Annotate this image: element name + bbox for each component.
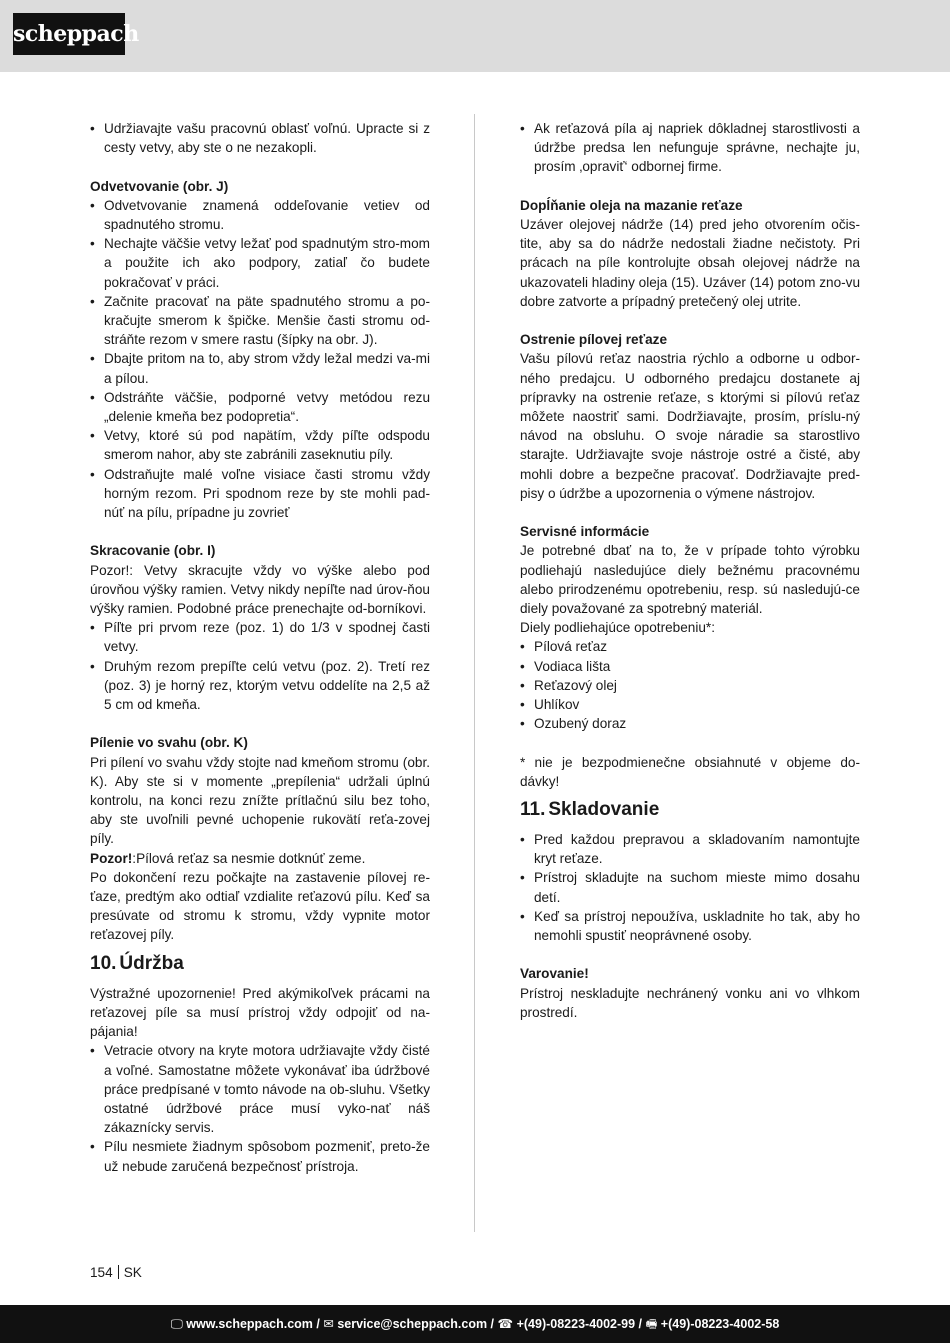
section-heading-olej: Dopĺňanie oleja na mazanie reťaze [520, 197, 743, 213]
section-heading-ostrenie: Ostrenie pílovej reťaze [520, 332, 668, 348]
list-item: • Odstráňte väčšie, podporné vetvy metódou rezu „delenie kmeňa bez podopretia“. [90, 388, 430, 426]
page-language: SK [123, 1265, 142, 1280]
chapter-number: 10. [90, 952, 117, 974]
footer-fax: +(49)-08223-4002-58 [660, 1317, 780, 1331]
section-heading-skracovanie: Skracovanie (obr. I) [90, 543, 216, 559]
footnote: * nie je bezpodmienečne obsiahnuté v objeme do-dávky! [520, 754, 860, 789]
page-number-value: 154 [90, 1265, 113, 1280]
list-item: • Udržiavajte vašu pracovnú oblasť voľnú. Upracte si z cesty vetvy, aby ste o ne nezakopli. [90, 119, 430, 157]
intro-list [520, 119, 860, 177]
wear-parts-list [520, 637, 860, 733]
skladovanie-list [520, 830, 860, 945]
section-heading-servis: Servisné informácie [520, 524, 650, 540]
list-item: • Začnite pracovať na päte spadnutého stromu a po-kračujte smerom k špičke. Menšie časti stromu od-stráňte rezom v smere rastu (šípky na obr. J). [90, 292, 430, 350]
list-item: • Reťazový olej [520, 676, 860, 695]
fax-icon: 🖷 [645, 1317, 658, 1331]
column-divider [474, 114, 475, 1232]
paragraph: Diely podliehajúce opotrebeniu*: [520, 620, 715, 636]
paragraph: Prístroj neskladujte nechránený vonku ani vo vlhkom prostredí. [520, 985, 860, 1020]
list-item: • Odvetvovanie znamená oddeľovanie vetiev od spadnutého stromu. [90, 196, 430, 234]
page-number [90, 1265, 142, 1280]
list-item: • Vetracie otvory na kryte motora udržiavajte vždy čisté a voľné. Samostatne môžete vykonávať iba údržbové práce predpísané v tomto návode na ob-sluhu. Všetky ostatné údržbové práce musí vyko-nať náš zákaznícky servis. [90, 1041, 430, 1137]
list-item: • Vodiaca lišta [520, 657, 860, 676]
footer-bar [0, 1305, 950, 1343]
chapter-heading-udrzba [90, 953, 430, 975]
chapter-title: Údržba [119, 952, 184, 974]
warning-paragraph [90, 849, 430, 868]
list-item: • Pílová reťaz [520, 637, 860, 656]
chapter-number: 11. [520, 799, 546, 821]
list-item: • Prístroj skladujte na suchom mieste mimo dosahu detí. [520, 868, 860, 906]
chapter-heading-skladovanie [520, 799, 860, 821]
intro-list [90, 119, 430, 157]
scheppach-logo: scheppach [13, 13, 125, 55]
list-item: • Vetvy, ktoré sú pod napätím, vždy píľte odspodu smerom nahor, aby ste zabránili zaseknutiu píly. [90, 426, 430, 464]
left-column [90, 119, 430, 1176]
skracovanie-list [90, 618, 430, 714]
warning-text: :Pílová reťaz sa nesmie dotknúť zeme. [132, 850, 366, 866]
right-column [520, 119, 860, 1022]
list-item: • Odstraňujte malé voľne visiace časti stromu vždy horným rezom. Pri spodnom reze by ste mohli pad-núť na pílu, prípadne ju zovrieť [90, 465, 430, 523]
list-item: • Ozubený doraz [520, 714, 860, 733]
paragraph: Je potrebné dbať na to, že v prípade tohto výrobku podliehajú nasledujúce diely bežnému pracovnému alebo prirodzenému opotrebeniu, resp. sú nasledujú-ce diely považované za spotrebný materiál. [520, 543, 860, 617]
list-item: • Dbajte pritom na to, aby strom vždy ležal medzi va-mi a pílou. [90, 349, 430, 387]
paragraph: Po dokončení rezu počkajte na zastavenie pílovej re-ťaze, predtým ako odtiaľ vzdialite reťazovú pílu. Keď sa presúvate od stromu k stromu, vždy vypnite motor reťazovej píly. [90, 869, 430, 943]
mail-icon: ✉ [323, 1317, 334, 1331]
footer-website[interactable]: www.scheppach.com / [186, 1317, 320, 1331]
section-heading-varovanie: Varovanie! [520, 966, 589, 982]
footer-phone: +(49)-08223-4002-99 / [516, 1317, 643, 1331]
list-item: • Píľte pri prvom reze (poz. 1) do 1/3 v spodnej časti vetvy. [90, 618, 430, 656]
udrzba-list [90, 1041, 430, 1175]
computer-icon: 🖵 [170, 1317, 183, 1331]
page-separator [118, 1265, 119, 1279]
paragraph: Výstražné upozornenie! Pred akýmikoľvek prácami na reťazovej píle sa musí prístroj vždy odpojiť od na-pájania! [90, 985, 430, 1040]
warning-label: Pozor! [90, 850, 133, 866]
paragraph: Pozor!: Vetvy skracujte vždy vo výške alebo pod úrovňou výšky ramien. Vetvy nikdy nepíľte nad úrov-ňou výšky ramien. Podobné práce prenechajte od-borníkovi. [90, 562, 430, 617]
odvetvovanie-list [90, 196, 430, 522]
phone-icon: ☎ [497, 1317, 514, 1331]
list-item: • Keď sa prístroj nepoužíva, uskladnite ho tak, aby ho nemohli spustiť neoprávnené osoby. [520, 907, 860, 945]
list-item: • Pred každou prepravou a skladovaním namontujte kryt reťaze. [520, 830, 860, 868]
list-item: • Uhlíkov [520, 695, 860, 714]
paragraph: Vašu pílovú reťaz naostria rýchlo a odborne u odbor-ného predajcu. U odborného predajcu dostanete aj prípravky na ostrenie reťaze, s ktorými si pílovú reťaz môžete naostriť sami. Dodržiavajte, prosím, príslu-ný návod na obsluhu. O svoje náradie sa starostlivo starajte. Udržiavajte svoje nástroje ostré a čisté, aby mohli dobre a bezpečne pracovať. Dodržiavajte pred-pisy o údržbe a upozornenia o výmene nástrojov. [520, 351, 860, 501]
list-item: • Pílu nesmiete žiadnym spôsobom pozmeniť, preto-že už nebude zaručená bezpečnosť prístroja. [90, 1137, 430, 1175]
section-heading-svah: Pílenie vo svahu (obr. K) [90, 735, 248, 751]
footer-email[interactable]: service@scheppach.com / [337, 1317, 495, 1331]
header-bar [0, 0, 950, 72]
list-item: • Ak reťazová píla aj napriek dôkladnej starostlivosti a údržbe predsa len nefunguje správne, nechajte ju, prosím ‚opraviť‘ odbornej firme. [520, 119, 860, 177]
list-item: • Druhým rezom prepíľte celú vetvu (poz. 2). Tretí rez (poz. 3) je horný rez, ktorým vetvu oddelíte na 2,5 až 5 cm od kmeňa. [90, 657, 430, 715]
section-heading-odvetvovanie: Odvetvovanie (obr. J) [90, 178, 229, 194]
chapter-title: Skladovanie [548, 799, 660, 821]
paragraph: Uzáver olejovej nádrže (14) pred jeho otvorením očis-tite, aby sa do nádrže nedostali žiadne nečistoty. Pri prácach na píle kontrolujte obsah olejovej nádrže na ukazovateli hladiny oleja (15). Uzáver (14) potom zno-vu dobre zatvorte a prípadný pretečený olej utrite. [520, 217, 861, 309]
list-item: • Nechajte väčšie vetvy ležať pod spadnutým stro-mom a použite ich ako podpory, zatiaľ čo budete pokračovať v práci. [90, 234, 430, 292]
paragraph: Pri pílení vo svahu vždy stojte nad kmeňom stromu (obr. K). Aby ste si v momente „prepílenia“ udržali úplnú kontrolu, na konci rezu znížte prítlačnú silu bez toho, aby ste uvoľnili pevné uchopenie rukovätí reťa-zovej píly. [90, 754, 430, 847]
